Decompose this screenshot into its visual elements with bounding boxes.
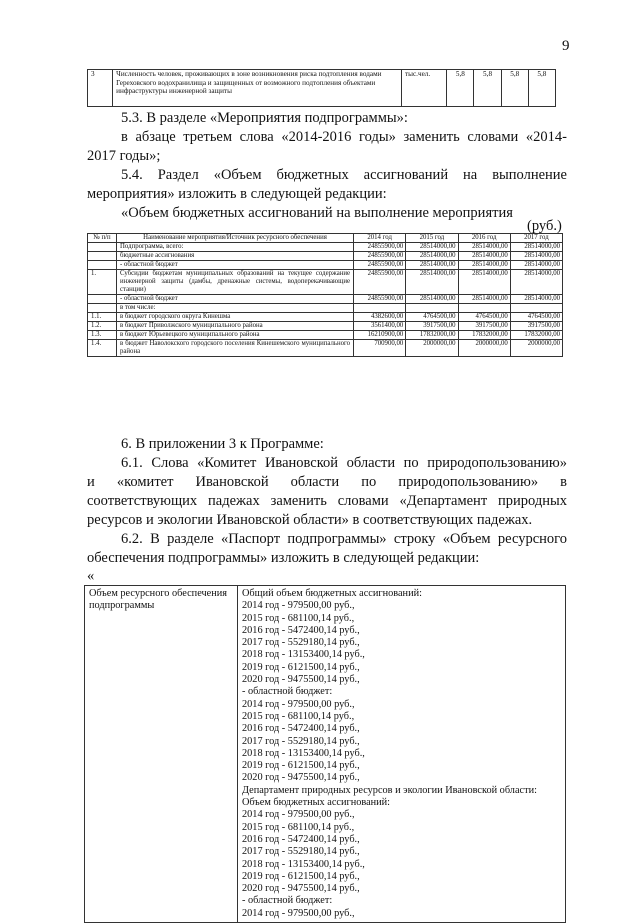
row-num	[88, 243, 117, 252]
header-name: Наименование мероприятия/Источник ресурсного обеспечения	[117, 234, 354, 243]
row-value: 28514000,00	[458, 261, 510, 270]
row-value: 28514000,00	[406, 270, 458, 295]
paragraph-5-4: 5.4. Раздел «Объем бюджетных ассигнований на выполнение	[121, 167, 567, 183]
passport-lines	[238, 586, 566, 923]
row-name: - областной бюджет	[117, 261, 354, 270]
passport-line: 2015 год - 681100,14 руб.,	[242, 821, 355, 833]
table-row	[88, 322, 563, 331]
table-row	[88, 70, 556, 107]
passport-line: 2020 год - 9475500,14 руб.,	[242, 883, 360, 895]
passport-line: 2019 год - 6121500,14 руб.,	[242, 870, 360, 882]
row-value: 28514000,00	[510, 261, 562, 270]
row-value: 3917500,00	[406, 322, 458, 331]
passport-line: 2017 год - 5529180,14 руб.,	[242, 637, 360, 649]
passport-table	[84, 585, 566, 923]
row-num	[88, 295, 117, 304]
row-name: в бюджет Юрьевецкого муниципального района	[117, 331, 354, 340]
passport-line: Общий объем бюджетных ассигнований:	[242, 588, 422, 599]
indicator-unit: тыс.чел.	[402, 70, 447, 107]
row-num: 1.1.	[88, 313, 117, 322]
passport-line: Департамент природных ресурсов и экологии Ивановской области:	[242, 784, 537, 796]
passport-line: 2016 год - 5472400,14 руб.,	[242, 723, 360, 735]
paragraph-6-1-cont: и «комитет Ивановской области по природопользованию» в	[87, 474, 567, 490]
passport-line: 2019 год - 6121500,14 руб.,	[242, 661, 360, 673]
row-value: 28514000,00	[406, 295, 458, 304]
row-value: 16210900,00	[354, 331, 406, 340]
row-name: в бюджет Приволжского муниципального района	[117, 322, 354, 331]
passport-line: 2014 год - 979500,00 руб.,	[242, 698, 355, 710]
header-2016: 2016 год	[458, 234, 510, 243]
open-quote: «	[87, 568, 95, 584]
row-value: 700900,00	[354, 340, 406, 357]
row-value: 28514000,00	[406, 261, 458, 270]
header-num: № п/п	[88, 234, 117, 243]
paragraph-5-3-text: в абзаце третьем слова «2014-2016 годы» заменить словами «2014-	[121, 129, 567, 145]
row-value: 28514000,00	[458, 295, 510, 304]
row-num: 1.3.	[88, 331, 117, 340]
row-value: 28514000,00	[458, 270, 510, 295]
row-value: 4764500,00	[406, 313, 458, 322]
table-row	[88, 243, 563, 252]
row-name: бюджетные ассигнования	[117, 252, 354, 261]
row-name: Субсидии бюджетам муниципальных образований на текущее содержание инженерной защиты (дамбы, дренажные системы, водоперекачивающие станции)	[117, 270, 354, 295]
row-number: 3	[88, 70, 113, 107]
row-value: 4764500,00	[510, 313, 562, 322]
paragraph-5-3: 5.3. В разделе «Мероприятия подпрограммы»:	[121, 110, 408, 126]
passport-line: 2016 год - 5472400,14 руб.,	[242, 833, 360, 845]
paragraph-6-2-cont: обеспечения подпрограммы» изложить в следующей редакции:	[87, 550, 480, 566]
row-value: 24855900,00	[354, 243, 406, 252]
row-num: 1.4.	[88, 340, 117, 357]
budget-table	[87, 233, 563, 357]
passport-line: 2017 год - 5529180,14 руб.,	[242, 735, 360, 747]
row-value: 28514000,00	[510, 270, 562, 295]
row-num: 1.	[88, 270, 117, 295]
row-value: 17832000,00	[406, 331, 458, 340]
row-value: 2000000,00	[458, 340, 510, 357]
row-value: 28514000,00	[406, 252, 458, 261]
paragraph-6-1-cont: соответствующих падежах заменить словами «Департамент природных	[87, 493, 567, 509]
row-num	[88, 252, 117, 261]
row-value: 24855900,00	[354, 252, 406, 261]
row-num: 1.2.	[88, 322, 117, 331]
passport-line: 2015 год - 681100,14 руб.,	[242, 612, 355, 624]
header-2017: 2017 год	[510, 234, 562, 243]
passport-line: Объем бюджетных ассигнований:	[242, 797, 391, 809]
budget-table-caption: «Объем бюджетных ассигнований на выполнение мероприятия	[121, 205, 513, 221]
row-value: 17832000,00	[510, 331, 562, 340]
row-value: 2000000,00	[510, 340, 562, 357]
row-value	[406, 304, 458, 313]
passport-line: 2014 год - 979500,00 руб.,	[242, 600, 355, 612]
row-value: 3917500,00	[510, 322, 562, 331]
row-value	[458, 304, 510, 313]
table-row	[88, 340, 563, 357]
row-name: - областной бюджет	[117, 295, 354, 304]
passport-line: 2017 год - 5529180,14 руб.,	[242, 846, 360, 858]
paragraph-6-1: 6.1. Слова «Комитет Ивановской области по природопользованию»	[121, 455, 567, 471]
row-value: 28514000,00	[510, 252, 562, 261]
table-row	[88, 313, 563, 322]
paragraph-6: 6. В приложении 3 к Программе:	[121, 436, 324, 452]
passport-label: Объем ресурсного обеспечения подпрограммы	[85, 586, 238, 923]
passport-line: 2020 год - 9475500,14 руб.,	[242, 674, 360, 686]
row-value: 4382600,00	[354, 313, 406, 322]
table-row	[88, 331, 563, 340]
passport-line: 2016 год - 5472400,14 руб.,	[242, 624, 360, 636]
paragraph-5-3-text-cont: 2017 годы»;	[87, 148, 161, 164]
passport-line: 2018 год - 13153400,14 руб.,	[242, 858, 365, 870]
row-value	[510, 304, 562, 313]
row-value: 28514000,00	[510, 243, 562, 252]
paragraph-6-2: 6.2. В разделе «Паспорт подпрограммы» строку «Объем ресурсного	[121, 531, 567, 547]
row-name: в бюджет городского округа Кинешма	[117, 313, 354, 322]
table-row	[88, 270, 563, 295]
paragraph-6-1-end: ресурсов и экологии Ивановской области» в соответствующих падежах.	[87, 512, 533, 528]
table-row	[88, 295, 563, 304]
row-value: 24855900,00	[354, 270, 406, 295]
page-number: 9	[562, 38, 570, 54]
row-name: в бюджет Наволокского городского поселения Кинешемского муниципального района	[117, 340, 354, 357]
table-row	[88, 261, 563, 270]
row-name: в том числе:	[117, 304, 354, 313]
row-value: 24855900,00	[354, 295, 406, 304]
row-value: 28514000,00	[406, 243, 458, 252]
currency-unit: (руб.)	[527, 218, 562, 234]
table-row	[88, 252, 563, 261]
paragraph-5-4-cont: мероприятия» изложить в следующей редакции:	[87, 186, 387, 202]
indicator-value: 5,8	[528, 70, 555, 107]
row-value: 17832000,00	[458, 331, 510, 340]
passport-line: - областной бюджет:	[242, 686, 333, 698]
indicator-table	[87, 69, 556, 107]
row-value: 3561400,00	[354, 322, 406, 331]
passport-line: 2020 год - 9475500,14 руб.,	[242, 772, 360, 784]
indicator-value: 5,8	[447, 70, 474, 107]
row-value	[354, 304, 406, 313]
indicator-value: 5,8	[501, 70, 528, 107]
indicator-text: Численность человек, проживающих в зоне возникновения риска подтопления водами Гереховского водохранилища и защищенных от возможного подтопления объектами инфраструктуры инженерной защиты	[113, 70, 402, 107]
indicator-value: 5,8	[474, 70, 501, 107]
row-name: Подпрограмма, всего:	[117, 243, 354, 252]
row-value: 24855900,00	[354, 261, 406, 270]
table-row	[85, 586, 566, 923]
row-value: 28514000,00	[458, 243, 510, 252]
row-num	[88, 261, 117, 270]
passport-line: 2018 год - 13153400,14 руб.,	[242, 649, 365, 661]
row-value: 4764500,00	[458, 313, 510, 322]
row-value: 28514000,00	[510, 295, 562, 304]
table-row	[88, 304, 563, 313]
row-value: 28514000,00	[458, 252, 510, 261]
row-value: 2000000,00	[406, 340, 458, 357]
passport-line: 2015 год - 681100,14 руб.,	[242, 710, 355, 722]
passport-line: - областной бюджет:	[242, 895, 333, 907]
header-2015: 2015 год	[406, 234, 458, 243]
passport-line: 2019 год - 6121500,14 руб.,	[242, 760, 360, 772]
passport-line: 2014 год - 979500,00 руб.,	[242, 809, 355, 821]
row-value: 3917500,00	[458, 322, 510, 331]
header-2014: 2014 год	[354, 234, 406, 243]
passport-line: 2018 год - 13153400,14 руб.,	[242, 747, 365, 759]
table-header-row	[88, 234, 563, 243]
row-num	[88, 304, 117, 313]
passport-line: 2014 год - 979500,00 руб.,	[242, 907, 355, 919]
